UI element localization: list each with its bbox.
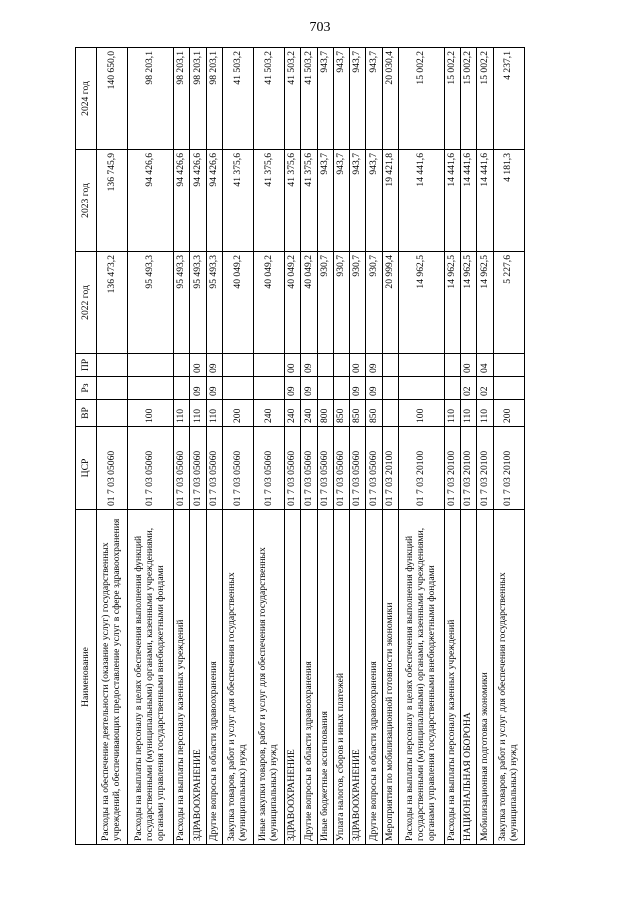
cell-name: Уплата налогов, сборов и иных платежей <box>333 510 349 845</box>
table-row <box>350 48 366 845</box>
page-number: 703 <box>309 20 331 35</box>
cell-rz <box>444 377 460 400</box>
cell-name: ЗДРАВООХРАНЕНИЕ <box>350 510 366 845</box>
cell-2023: 41 375,6 <box>222 150 253 252</box>
table-row <box>366 48 382 845</box>
cell-vr: 200 <box>222 400 253 427</box>
cell-name: Закупка товаров, работ и услуг для обеспечения государственных (муниципальных) нужд <box>493 510 524 845</box>
cell-2024: 943,7 <box>333 48 349 150</box>
table-row <box>444 48 460 845</box>
cell-2022: 5 227,6 <box>493 252 524 354</box>
cell-2023: 94 426,6 <box>206 150 222 252</box>
cell-2023: 943,7 <box>317 150 333 252</box>
cell-2022: 40 049,2 <box>222 252 253 354</box>
cell-2022: 20 999,4 <box>382 252 398 354</box>
cell-2022: 14 962,5 <box>477 252 493 354</box>
cell-2024: 15 002,2 <box>461 48 477 150</box>
cell-vr: 110 <box>477 400 493 427</box>
cell-vr: 850 <box>366 400 382 427</box>
cell-2024: 943,7 <box>366 48 382 150</box>
cell-rz: 02 <box>477 377 493 400</box>
cell-2022: 930,7 <box>350 252 366 354</box>
cell-vr: 850 <box>333 400 349 427</box>
header-rz: Рз <box>76 377 97 400</box>
cell-vr: 110 <box>190 400 206 427</box>
header-pr: ПР <box>76 354 97 377</box>
cell-rz <box>254 377 285 400</box>
cell-2023: 4 181,3 <box>493 150 524 252</box>
cell-vr: 240 <box>285 400 301 427</box>
cell-pr <box>444 354 460 377</box>
cell-2024: 943,7 <box>350 48 366 150</box>
cell-pr <box>333 354 349 377</box>
cell-rz <box>174 377 190 400</box>
cell-csr: 01 7 03 05060 <box>350 427 366 510</box>
cell-vr: 110 <box>461 400 477 427</box>
header-2024: 2024 год <box>76 48 97 150</box>
table-row <box>382 48 398 845</box>
cell-rz: 09 <box>190 377 206 400</box>
cell-csr: 01 7 03 20100 <box>382 427 398 510</box>
cell-2023: 94 426,6 <box>190 150 206 252</box>
cell-name: Иные бюджетные ассигнования <box>317 510 333 845</box>
cell-pr <box>97 354 128 377</box>
cell-2022: 930,7 <box>333 252 349 354</box>
header-2022: 2022 год <box>76 252 97 354</box>
table-row <box>398 48 444 845</box>
cell-2023: 94 426,6 <box>174 150 190 252</box>
cell-rz <box>382 377 398 400</box>
cell-pr: 00 <box>350 354 366 377</box>
cell-csr: 01 7 03 05060 <box>190 427 206 510</box>
header-name: Наименование <box>76 510 97 845</box>
cell-name: Другие вопросы в области здравоохранения <box>366 510 382 845</box>
cell-2024: 98 203,1 <box>128 48 174 150</box>
cell-2024: 98 203,1 <box>174 48 190 150</box>
cell-2023: 943,7 <box>350 150 366 252</box>
cell-pr <box>128 354 174 377</box>
cell-csr: 01 7 03 05060 <box>222 427 253 510</box>
table-row <box>461 48 477 845</box>
cell-pr <box>382 354 398 377</box>
cell-pr <box>493 354 524 377</box>
cell-2023: 14 441,6 <box>477 150 493 252</box>
table-row <box>222 48 253 845</box>
cell-2022: 40 049,2 <box>254 252 285 354</box>
header-vr: ВР <box>76 400 97 427</box>
cell-2022: 930,7 <box>366 252 382 354</box>
cell-2023: 41 375,6 <box>301 150 317 252</box>
cell-2022: 14 962,5 <box>398 252 444 354</box>
cell-pr: 09 <box>301 354 317 377</box>
cell-rz <box>398 377 444 400</box>
cell-2024: 98 203,1 <box>206 48 222 150</box>
cell-rz <box>333 377 349 400</box>
cell-csr: 01 7 03 05060 <box>317 427 333 510</box>
cell-name: Расходы на выплаты персоналу в целях обеспечения выполнения функций государственными (муниципальными) органами, казенными учреждениями, органами управления государственными внебюджетными фондами <box>128 510 174 845</box>
cell-name: Расходы на выплаты персоналу казенных учреждений <box>444 510 460 845</box>
cell-csr: 01 7 03 05060 <box>174 427 190 510</box>
table-row <box>333 48 349 845</box>
table-row <box>206 48 222 845</box>
cell-name: Закупка товаров, работ и услуг для обеспечения государственных (муниципальных) нужд <box>222 510 253 845</box>
table-row <box>477 48 493 845</box>
cell-csr: 01 7 03 20100 <box>398 427 444 510</box>
cell-rz <box>222 377 253 400</box>
cell-rz: 09 <box>350 377 366 400</box>
cell-2023: 41 375,6 <box>285 150 301 252</box>
cell-pr <box>254 354 285 377</box>
cell-name: Другие вопросы в области здравоохранения <box>206 510 222 845</box>
cell-name: Мобилизационная подготовка экономики <box>477 510 493 845</box>
table-row <box>493 48 524 845</box>
cell-name: Другие вопросы в области здравоохранения <box>301 510 317 845</box>
cell-2024: 15 002,2 <box>477 48 493 150</box>
table-row <box>97 48 128 845</box>
header-2023: 2023 год <box>76 150 97 252</box>
cell-csr: 01 7 03 20100 <box>477 427 493 510</box>
cell-vr <box>382 400 398 427</box>
table-row <box>190 48 206 845</box>
cell-name: ЗДРАВООХРАНЕНИЕ <box>190 510 206 845</box>
cell-2023: 94 426,6 <box>128 150 174 252</box>
cell-pr <box>222 354 253 377</box>
cell-pr: 04 <box>477 354 493 377</box>
rotated-page-content <box>75 48 525 845</box>
cell-2024: 41 503,2 <box>285 48 301 150</box>
table-row <box>128 48 174 845</box>
cell-2022: 136 473,2 <box>97 252 128 354</box>
cell-2023: 19 421,8 <box>382 150 398 252</box>
cell-rz <box>493 377 524 400</box>
cell-rz: 09 <box>301 377 317 400</box>
cell-vr <box>97 400 128 427</box>
cell-csr: 01 7 03 05060 <box>97 427 128 510</box>
cell-csr: 01 7 03 20100 <box>493 427 524 510</box>
table-row <box>254 48 285 845</box>
cell-vr: 100 <box>128 400 174 427</box>
cell-pr: 00 <box>190 354 206 377</box>
cell-2022: 95 493,3 <box>190 252 206 354</box>
cell-vr: 800 <box>317 400 333 427</box>
cell-csr: 01 7 03 05060 <box>254 427 285 510</box>
cell-vr: 850 <box>350 400 366 427</box>
table-row <box>174 48 190 845</box>
cell-2023: 14 441,6 <box>398 150 444 252</box>
cell-csr: 01 7 03 05060 <box>285 427 301 510</box>
cell-2024: 943,7 <box>317 48 333 150</box>
cell-2024: 41 503,2 <box>254 48 285 150</box>
cell-csr: 01 7 03 20100 <box>461 427 477 510</box>
cell-rz <box>317 377 333 400</box>
cell-vr: 240 <box>254 400 285 427</box>
cell-csr: 01 7 03 20100 <box>444 427 460 510</box>
cell-rz: 09 <box>366 377 382 400</box>
table-row <box>317 48 333 845</box>
cell-2024: 41 503,2 <box>222 48 253 150</box>
cell-vr: 200 <box>493 400 524 427</box>
cell-vr: 110 <box>174 400 190 427</box>
table-row <box>301 48 317 845</box>
cell-2022: 40 049,2 <box>301 252 317 354</box>
cell-pr: 00 <box>461 354 477 377</box>
cell-pr <box>398 354 444 377</box>
cell-2022: 40 049,2 <box>285 252 301 354</box>
cell-2024: 20 030,4 <box>382 48 398 150</box>
cell-vr: 110 <box>444 400 460 427</box>
cell-rz: 09 <box>285 377 301 400</box>
cell-2023: 943,7 <box>366 150 382 252</box>
cell-pr: 09 <box>206 354 222 377</box>
cell-vr: 240 <box>301 400 317 427</box>
cell-2024: 15 002,2 <box>398 48 444 150</box>
cell-vr: 110 <box>206 400 222 427</box>
cell-name: Расходы на выплаты персоналу в целях обеспечения выполнения функций государственными (муниципальными) органами, казенными учреждениями, органами управления государственными внебюджетными фондами <box>398 510 444 845</box>
header-csr: ЦСР <box>76 427 97 510</box>
cell-2024: 4 237,1 <box>493 48 524 150</box>
cell-2023: 14 441,6 <box>444 150 460 252</box>
cell-2022: 930,7 <box>317 252 333 354</box>
cell-2023: 41 375,6 <box>254 150 285 252</box>
budget-table <box>75 47 525 845</box>
cell-csr: 01 7 03 05060 <box>366 427 382 510</box>
cell-rz <box>128 377 174 400</box>
cell-pr <box>317 354 333 377</box>
cell-pr: 00 <box>285 354 301 377</box>
cell-2023: 136 745,9 <box>97 150 128 252</box>
cell-csr: 01 7 03 05060 <box>128 427 174 510</box>
cell-name: Иные закупки товаров, работ и услуг для обеспечения государственных (муниципальных) нужд <box>254 510 285 845</box>
cell-2024: 41 503,2 <box>301 48 317 150</box>
cell-2024: 98 203,1 <box>190 48 206 150</box>
cell-2023: 943,7 <box>333 150 349 252</box>
cell-rz <box>97 377 128 400</box>
cell-name: Расходы на обеспечение деятельности (оказание услуг) государственных учреждений, обеспечивающих предоставление услуг в сфере здравоохранения <box>97 510 128 845</box>
cell-rz: 02 <box>461 377 477 400</box>
cell-csr: 01 7 03 05060 <box>301 427 317 510</box>
cell-2023: 14 441,6 <box>461 150 477 252</box>
cell-2022: 14 962,5 <box>444 252 460 354</box>
cell-name: Мероприятия по мобилизационной готовности экономики <box>382 510 398 845</box>
cell-vr: 100 <box>398 400 444 427</box>
cell-pr: 09 <box>366 354 382 377</box>
cell-2024: 140 650,0 <box>97 48 128 150</box>
table-row <box>285 48 301 845</box>
cell-2024: 15 002,2 <box>444 48 460 150</box>
cell-pr <box>174 354 190 377</box>
cell-name: НАЦИОНАЛЬНАЯ ОБОРОНА <box>461 510 477 845</box>
table-header-row <box>76 48 97 845</box>
cell-rz: 09 <box>206 377 222 400</box>
cell-2022: 95 493,3 <box>128 252 174 354</box>
cell-csr: 01 7 03 05060 <box>206 427 222 510</box>
cell-2022: 95 493,3 <box>206 252 222 354</box>
cell-2022: 95 493,3 <box>174 252 190 354</box>
cell-csr: 01 7 03 05060 <box>333 427 349 510</box>
cell-name: Расходы на выплаты персоналу казенных учреждений <box>174 510 190 845</box>
cell-2022: 14 962,5 <box>461 252 477 354</box>
cell-name: ЗДРАВООХРАНЕНИЕ <box>285 510 301 845</box>
